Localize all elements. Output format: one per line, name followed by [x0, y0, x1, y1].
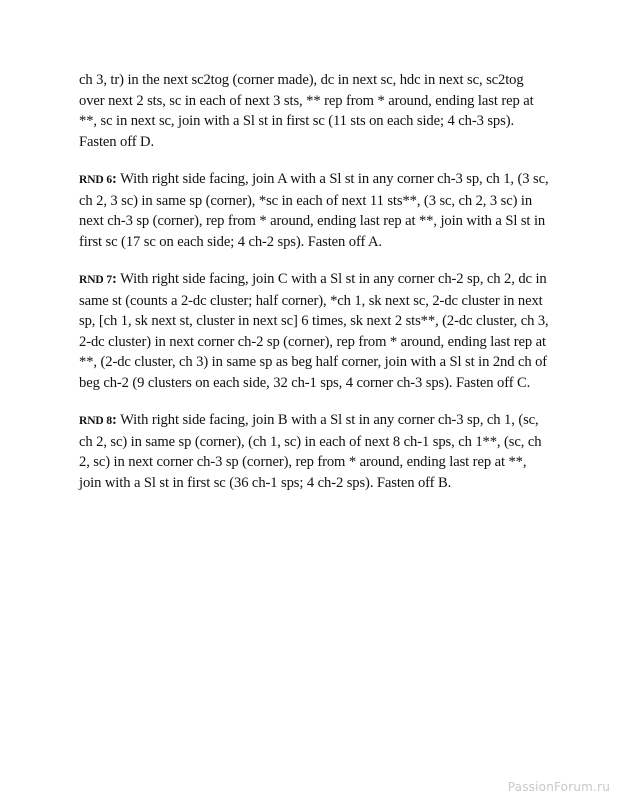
round-label: RND 8 — [79, 415, 113, 427]
round-label-colon: : — [112, 171, 117, 187]
paragraph-text: With right side facing, join A with a Sl st in any corner ch-3 sp, ch 1, (3 sc, ch 2, 3 sc) in same sp (corner), *sc in each of next 11 sts**, (3 sc, ch 2, 3 sc) in next ch-3 sp (corner), rep from * around, ending last rep at **, join with a Sl st in first sc (17 sc on each side; 4 ch-2 sps). Fasten off A. — [79, 171, 549, 250]
paragraph-text: ch 3, tr) in the next sc2tog (corner made), dc in next sc, hdc in next sc, sc2tog over next 2 sts, sc in each of next 3 sts, ** rep from * around, ending last rep at **, sc in next sc, join with a Sl st in first sc (11 sts on each side; 4 ch-3 sps). Fasten off D. — [79, 72, 534, 150]
paragraph-text: With right side facing, join C with a Sl st in any corner ch-2 sp, ch 2, dc in same st (counts a 2-dc cluster; half corner), *ch 1, sk next sc, 2-dc cluster in next sp, [ch 1, sk next st, cluster in next sc] 6 times, sk next 2 sts**, (2-dc cluster, ch 3, 2-dc cluster) in next corner ch-2 sp (corner), rep from * around, ending last rep at **, (2-dc cluster, ch 3) in same sp as beg half corner, join with a Sl st in 2nd ch of beg ch-2 (9 clusters on each side, 32 ch-1 sps, 4 corner ch-3 sps). Fasten off C. — [79, 271, 549, 391]
paragraph-rnd7 — [79, 269, 549, 393]
round-label: RND 6 — [79, 174, 113, 186]
paragraph-rnd8 — [79, 410, 549, 493]
paragraph-rnd6 — [79, 169, 549, 252]
document-page — [79, 70, 549, 510]
paragraph-rnd5-continuation — [79, 70, 549, 152]
paragraph-text: With right side facing, join B with a Sl st in any corner ch-3 sp, ch 1, (sc, ch 2, sc) in same sp (corner), (ch 1, sc) in each of next 8 ch-1 sps, ch 1**, (sc, ch 2, sc) in next corner ch-3 sp (corner), rep from * around, ending last rep at **, join with a Sl st in first sc (36 ch-1 sps; 4 ch-2 sps). Fasten off B. — [79, 412, 542, 491]
watermark: PassionForum.ru — [507, 780, 610, 794]
round-label-colon: : — [112, 271, 117, 287]
round-label-colon: : — [112, 412, 117, 428]
round-label: RND 7 — [79, 274, 113, 286]
